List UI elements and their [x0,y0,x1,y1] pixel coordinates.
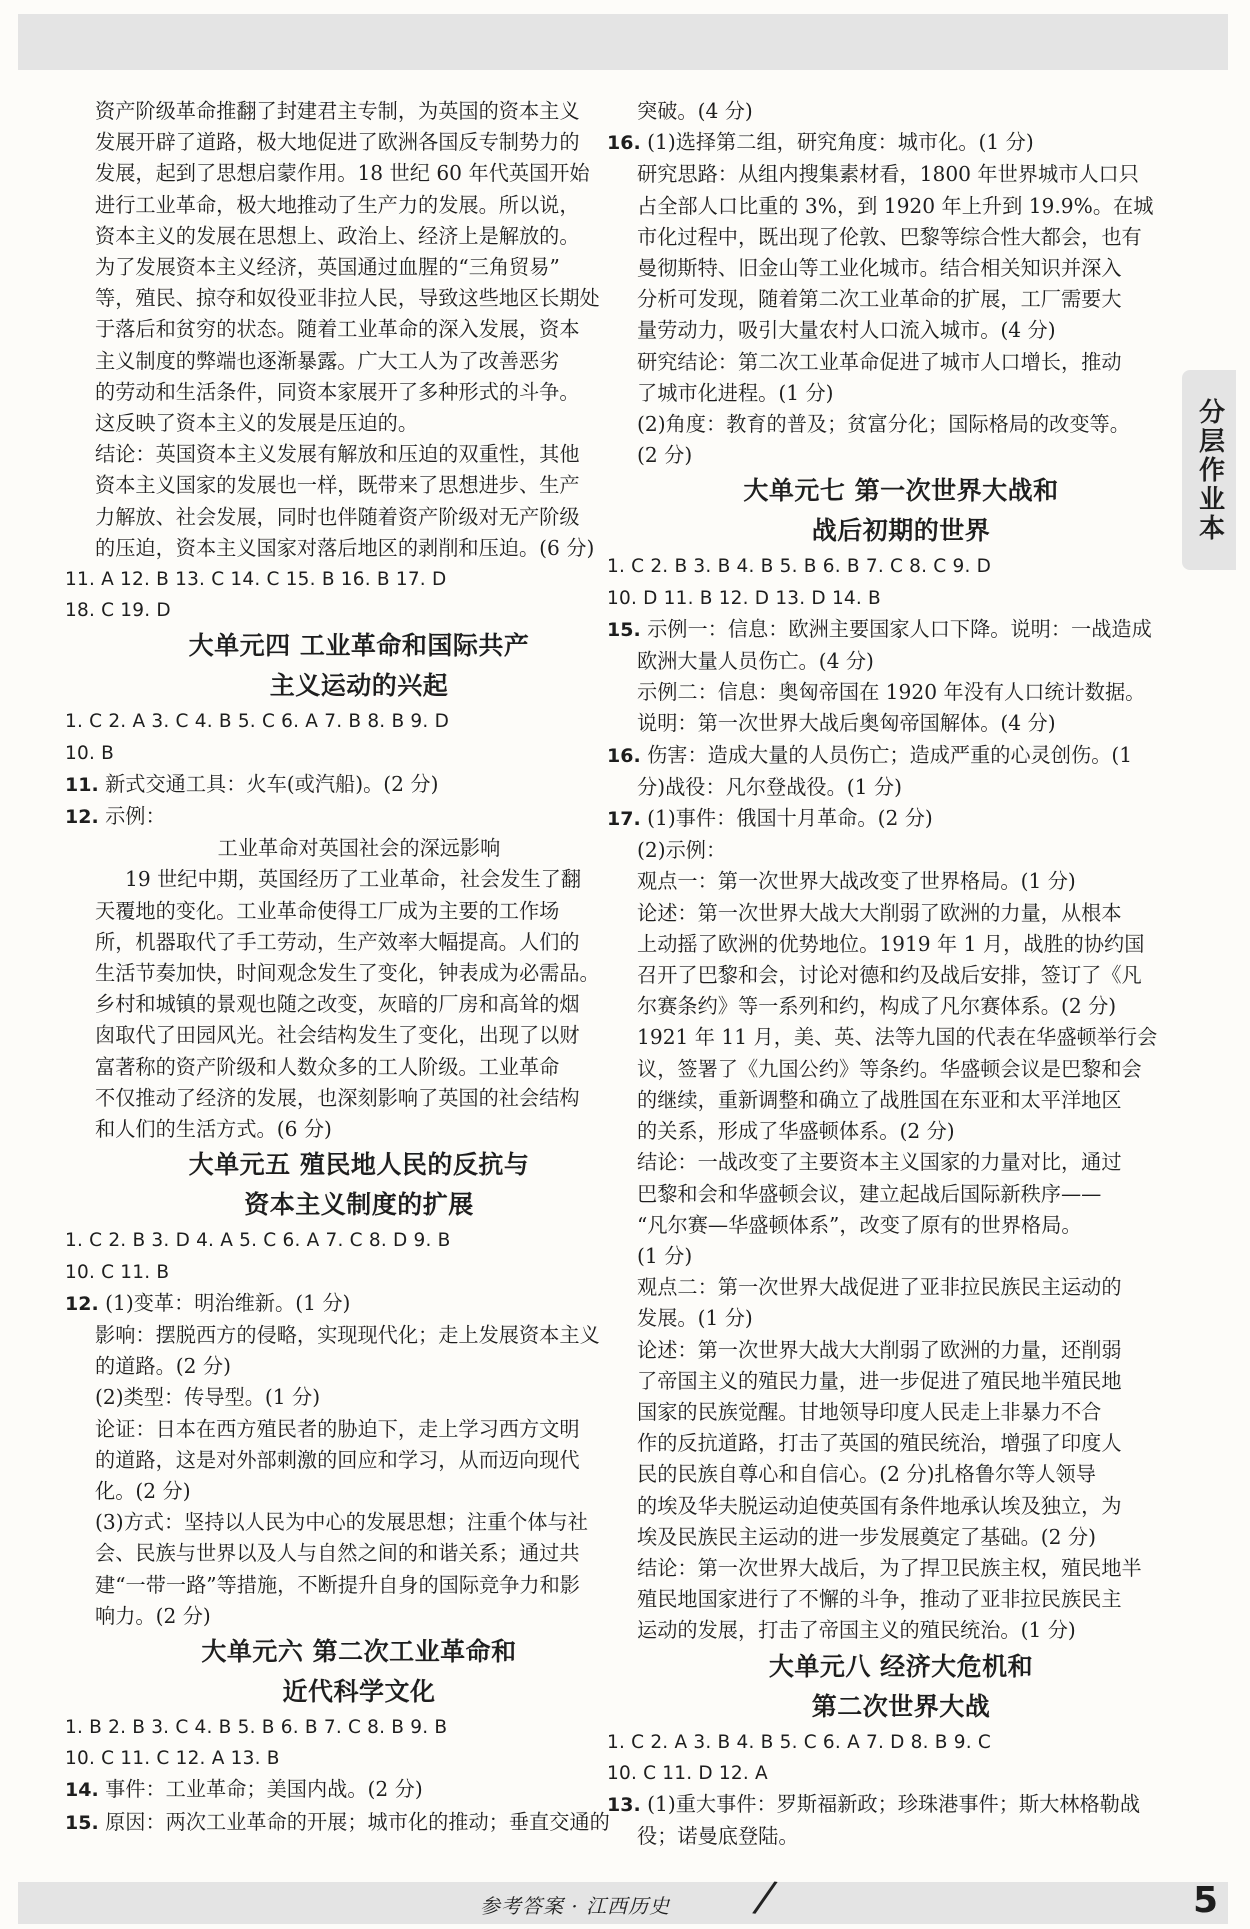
answer-row: 10. C 11. C 12. A 13. B [65,1748,280,1770]
text-line: 为了发展资本主义经济，英国通过血腥的“三角贸易” [95,255,560,280]
text-line: 化。(2 分) [95,1478,191,1503]
text-line: 天覆地的变化。工业革命使得工厂成为主要的工作场 [95,898,560,923]
text-line: (3)方式：坚持以人民为中心的发展思想；注重个体与社 [95,1510,588,1535]
text-line: 等，殖民、掠夺和奴役亚非拉人民，导致这些地区长期处 [95,286,600,311]
text-line: 上动摇了欧洲的优势地位。1919 年 1 月，战胜的协约国 [637,931,1145,956]
question-16: 16. (1)选择第二组，研究角度：城市化。(1 分) [607,130,1034,155]
answer-text: 事件：工业革命；美国内战。(2 分) [105,1777,423,1802]
question-13: 13. (1)重大事件：罗斯福新政；珍珠港事件；斯大林格勒战 [607,1791,1141,1816]
question-11: 11. 新式交通工具：火车(或汽船)。(2 分) [65,771,439,796]
unit5-title [65,1145,653,1225]
text-line: 作的反抗道路，打击了英国的殖民统治，增强了印度人 [637,1431,1122,1456]
answer-row: 10. C 11. D 12. A [607,1762,768,1784]
text-line: 分)战役：凡尔登战役。(1 分) [637,774,902,799]
text-line: 的道路，这是对外部刺激的回应和学习，从而迈向现代 [95,1447,580,1472]
text-line: 力解放、社会发展，同时也伴随着资产阶级对无产阶级 [95,504,580,529]
answer-row: 1. C 2. A 3. C 4. B 5. C 6. A 7. B 8. B 9. D [65,711,450,733]
unit-title-line: 战后初期的世界 [811,516,991,546]
answer-row: 1. C 2. A 3. B 4. B 5. C 6. A 7. D 8. B 9. C [607,1731,992,1753]
question-12: 12. 示例： [65,804,166,829]
unit-title-line: 资本主义制度的扩展 [244,1190,474,1220]
unit-title-line: 近代科学文化 [282,1676,436,1706]
text-line: 了帝国主义的殖民力量，进一步促进了殖民地半殖民地 [637,1368,1122,1393]
text-line: (1 分) [637,1243,693,1268]
text-line: 运动的发展，打击了帝国主义的殖民统治。(1 分) [637,1618,1076,1643]
text-line: 结论：一战改变了主要资本主义国家的力量对比，通过 [637,1150,1122,1175]
text-line: 研究思路：从组内搜集素材看，1800 年世界城市人口只 [637,162,1139,187]
unit-title-line: 第二次世界大战 [811,1691,991,1721]
text-line: 这反映了资本主义的发展是压迫的。 [95,411,419,436]
text-line: 的关系，形成了华盛顿体系。(2 分) [637,1119,955,1144]
text-line: 议，签署了《九国公约》等条约。华盛顿会议是巴黎和会 [637,1056,1142,1081]
text-line: 观点二：第一次世界大战促进了亚非拉民族民主运动的 [637,1275,1122,1300]
text-line: “凡尔赛—华盛顿体系”，改变了原有的世界格局。 [637,1212,1082,1237]
text-line: 量劳动力，吸引大量农村人口流入城市。(4 分) [637,318,1056,343]
answer-text: (1)事件：俄国十月革命。(2 分) [647,806,933,831]
top-band [18,14,1228,70]
text-line: 的压迫，资本主义国家对落后地区的剥削和压迫。(6 分) [95,535,595,560]
text-line: (2 分) [637,443,693,468]
answer-row: 1. C 2. B 3. B 4. B 5. B 6. B 7. C 8. C 9. D [607,556,992,578]
text-line: 建“一带一路”等措施，不断提升自身的国际竞争力和影 [95,1572,580,1597]
text-line: 影响：摆脱西方的侵略，实现现代化；走上发展资本主义 [95,1322,600,1347]
unit-title-line: 大单元五 殖民地人民的反抗与 [188,1150,530,1180]
page-number: 5 [1192,1880,1218,1921]
unit7-title [607,471,1195,551]
text-line: 的道路。(2 分) [95,1354,231,1379]
text-line: 和人们的生活方式。(6 分) [95,1117,332,1142]
answer-text: 示例： [105,804,166,829]
text-line: 资本主义的发展在思想上、政治上、经济上是解放的。 [95,223,580,248]
text-line: 19 世纪中期，英国经历了工业革命，社会发生了翻 [125,867,582,892]
answer-text: (1)选择第二组，研究角度：城市化。(1 分) [647,130,1034,155]
text-line: 的劳动和生活条件，同资本家展开了多种形式的斗争。 [95,379,580,404]
text-line: 论证：日本在西方殖民者的胁迫下，走上学习西方文明 [95,1416,580,1441]
right-column [607,96,1195,1852]
unit-title-line: 大单元六 第二次工业革命和 [201,1636,517,1666]
footer-title: 参考答案 · 江西历史 [480,1894,671,1918]
text-line: 结论：英国资本主义发展有解放和压迫的双重性，其他 [95,442,580,467]
question-14: 14. 事件：工业革命；美国内战。(2 分) [65,1777,423,1802]
answer-row: 1. C 2. B 3. D 4. A 5. C 6. A 7. C 8. D 9. B [65,1230,451,1252]
text-line: (2)示例： [637,838,727,863]
text-line: 殖民地国家进行了不懈的斗争，推动了亚非拉民族民主 [637,1587,1122,1612]
question-16: 16. 伤害：造成大量的人员伤亡；造成严重的心灵创伤。(1 [607,742,1133,767]
text-line: 发展，起到了思想启蒙作用。18 世纪 60 年代英国开始 [95,161,590,186]
text-line: 说明：第一次世界大战后奥匈帝国解体。(4 分) [637,711,1056,736]
text-line: 发展。(1 分) [637,1306,753,1331]
text-line: 役；诺曼底登陆。 [637,1824,799,1849]
text-line: 1921 年 11 月，美、英、法等九国的代表在华盛顿举行会 [637,1025,1158,1050]
text-line: 突破。(4 分) [637,99,753,123]
answer-text: (1)变革：明治维新。(1 分) [105,1290,351,1315]
text-line: 主义制度的弊端也逐渐暴露。广大工人为了改善恶劣 [95,348,560,373]
unit4-title [65,626,653,706]
text-line: 会、民族与世界以及人与自然之间的和谐关系；通过共 [95,1541,580,1566]
text-line: 资本主义国家的发展也一样，既带来了思想进步、生产 [95,473,580,498]
text-line: 了城市化进程。(1 分) [637,380,834,405]
answer-row: 10. B [65,742,114,764]
text-line: 研究结论：第二次工业革命促进了城市人口增长，推动 [637,349,1122,374]
text-line: 进行工业革命，极大地推动了生产力的发展。所以说， [95,192,580,217]
answer-text: 示例一：信息：欧洲主要国家人口下降。说明：一战造成 [647,616,1152,641]
question-12: 12. (1)变革：明治维新。(1 分) [65,1290,351,1315]
text-line: 结论：第一次世界大战后，为了捍卫民族主权，殖民地半 [637,1555,1142,1580]
answer-text: 原因：两次工业革命的开展；城市化的推动；垂直交通的 [105,1809,610,1834]
essay-title: 工业革命对英国社会的深远影响 [217,836,501,861]
text-line: 巴黎和会和华盛顿会议，建立起战后国际新秩序—— [637,1181,1102,1206]
text-line: 召开了巴黎和会，讨论对德和约及战后安排，签订了《凡 [637,963,1142,988]
text-line: 观点一：第一次世界大战改变了世界格局。(1 分) [637,869,1076,894]
text-line: 民的民族自尊心和自信心。(2 分)扎格鲁尔等人领导 [637,1462,1096,1487]
question-15: 15. 原因：两次工业革命的开展；城市化的推动；垂直交通的 [65,1809,610,1834]
text-line: (2)类型：传导型。(1 分) [95,1385,321,1410]
text-line: 占全部人口比重的 3%，到 1920 年上升到 19.9%。在城 [637,193,1154,218]
unit-title-line: 大单元八 经济大危机和 [768,1651,1034,1681]
text-line: 市化过程中，既出现了伦敦、巴黎等综合性大都会，也有 [637,224,1142,249]
text-line: 论述：第一次世界大战大大削弱了欧洲的力量，还削弱 [637,1337,1122,1362]
text-line: 资产阶级革命推翻了封建君主专制，为英国的资本主义 [95,99,580,123]
answer-text: 新式交通工具：火车(或汽船)。(2 分) [105,771,439,796]
answer-text: (1)重大事件：罗斯福新政；珍珠港事件；斯大林格勒战 [647,1791,1141,1816]
text-line: 论述：第一次世界大战大大削弱了欧洲的力量，从根本 [637,900,1122,925]
text-line: 的继续，重新调整和确立了战胜国在东亚和太平洋地区 [637,1087,1122,1112]
answer-text: 伤害：造成大量的人员伤亡；造成严重的心灵创伤。(1 [647,742,1133,767]
answer-row: 1. B 2. B 3. C 4. B 5. B 6. B 7. C 8. B 9. B [65,1716,448,1738]
text-line: 曼彻斯特、旧金山等工业化城市。结合相关知识并深入 [637,256,1122,281]
text-line: 于落后和贫穷的状态。随着工业革命的深入发展，资本 [95,317,580,342]
unit-title-line: 大单元七 第一次世界大战和 [743,476,1059,506]
text-line: 分析可发现，随着第二次工业革命的扩展，工厂需要大 [637,287,1122,312]
question-15: 15. 示例一：信息：欧洲主要国家人口下降。说明：一战造成 [607,616,1152,641]
text-line: (2)角度：教育的普及；贫富分化；国际格局的改变等。 [637,412,1130,437]
answer-row: 10. D 11. B 12. D 13. D 14. B [607,587,881,609]
answer-row: 18. C 19. D [65,600,171,622]
text-line: 国家的民族觉醒。甘地领导印度人民走上非暴力不合 [637,1399,1102,1424]
text-line: 生活节奏加快，时间观念发生了变化，钟表成为必需品。 [95,961,600,986]
answer-row: 10. C 11. B [65,1261,170,1283]
question-17: 17. (1)事件：俄国十月革命。(2 分) [607,806,933,831]
side-tab: 分层作业本 [1182,370,1236,570]
left-column [65,96,653,1839]
text-line: 乡村和城镇的景观也随之改变，灰暗的厂房和高耸的烟 [95,992,580,1017]
text-line: 示例二：信息：奥匈帝国在 1920 年没有人口统计数据。 [637,680,1146,705]
text-line: 响力。(2 分) [95,1603,211,1628]
unit-title-line: 大单元四 工业革命和国际共产 [188,631,530,661]
text-line: 埃及民族民主运动的进一步发展奠定了基础。(2 分) [637,1524,1096,1549]
text-line: 的埃及华夫脱运动迫使英国有条件地承认埃及独立，为 [637,1493,1122,1518]
unit-title-line: 主义运动的兴起 [269,671,449,701]
text-line: 富著称的资产阶级和人数众多的工人阶级。工业革命 [95,1054,560,1079]
text-line: 所，机器取代了手工劳动，生产效率大幅提高。人们的 [95,929,580,954]
text-line: 发展开辟了道路，极大地促进了欧洲各国反专制势力的 [95,130,580,155]
text-line: 欧洲大量人员伤亡。(4 分) [637,649,874,674]
text-line: 不仅推动了经济的发展，也深刻影响了英国的社会结构 [95,1085,580,1110]
answer-row: 11. A 12. B 13. C 14. C 15. B 16. B 17. D [65,569,447,591]
text-line: 囱取代了田园风光。社会结构发生了变化，出现了以财 [95,1023,580,1048]
text-line: 尔赛条约》等一系列和约，构成了凡尔赛体系。(2 分) [637,994,1117,1019]
unit6-title [65,1632,653,1712]
slash-mark: / [754,1871,776,1922]
unit8-title [607,1647,1195,1727]
